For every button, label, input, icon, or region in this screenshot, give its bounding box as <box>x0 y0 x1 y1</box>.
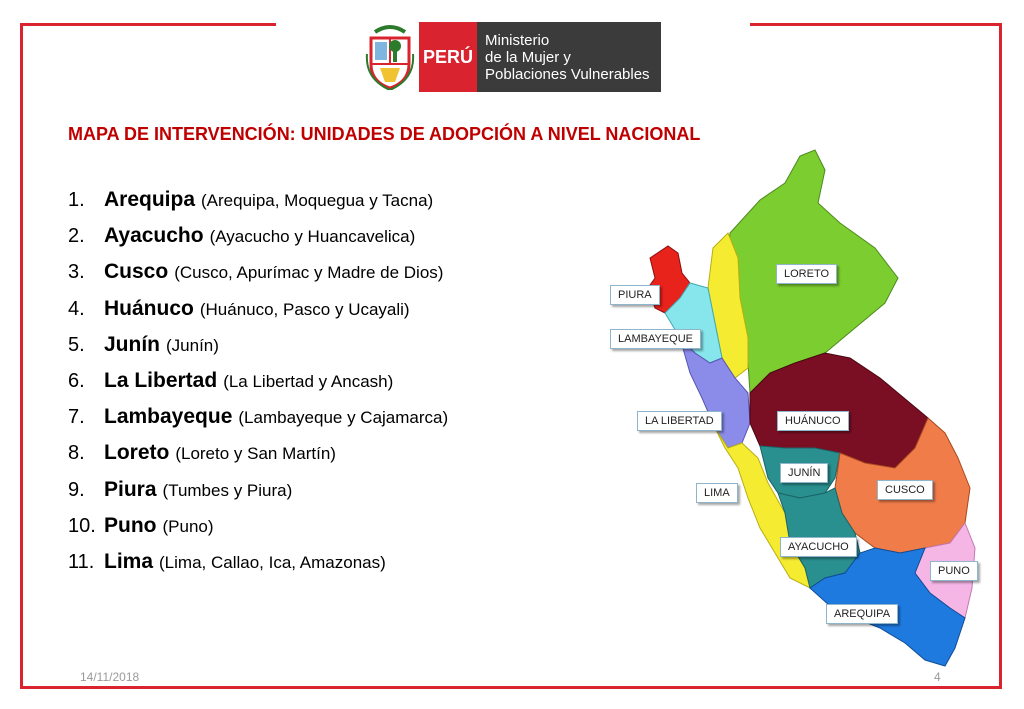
item-number: 6. <box>68 369 85 392</box>
unit-detail: (Cusco, Apurímac y Madre de Dios) <box>174 263 444 283</box>
unit-detail: (Puno) <box>162 516 214 536</box>
list-item <box>68 405 448 441</box>
map-label-ayacucho: AYACUCHO <box>780 537 857 557</box>
item-number: 4. <box>68 297 85 320</box>
unit-name: Lambayeque <box>104 405 233 429</box>
ministry-logo <box>365 22 661 92</box>
list-item <box>68 550 448 586</box>
peru-brand-text: PERÚ <box>422 46 473 67</box>
map-label-lambayeque: LAMBAYEQUE <box>610 329 701 349</box>
frame-border-top-left <box>20 23 276 26</box>
list-item <box>68 297 448 333</box>
unit-detail: (La Libertad y Ancash) <box>223 371 394 391</box>
coat-of-arms-icon <box>365 24 415 90</box>
ministry-line-2: de la Mujer y <box>485 48 571 66</box>
unit-detail: (Tumbes y Piura) <box>162 480 293 500</box>
frame-border-left <box>20 23 23 689</box>
item-number: 3. <box>68 261 85 284</box>
unit-detail: (Lima, Callao, Ica, Amazonas) <box>159 552 386 572</box>
unit-name: Ayacucho <box>104 224 204 248</box>
unit-detail: (Huánuco, Pasco y Ucayali) <box>199 299 410 319</box>
map-label-puno: PUNO <box>930 561 978 581</box>
item-number: 8. <box>68 442 85 465</box>
map-label-cusco: CUSCO <box>877 480 933 500</box>
list-item <box>68 514 448 550</box>
item-number: 11. <box>68 550 95 573</box>
unit-name: Puno <box>104 513 157 537</box>
unit-name: Huánuco <box>104 296 194 320</box>
frame-border-bottom <box>20 686 1002 689</box>
item-number: 2. <box>68 225 85 248</box>
unit-detail: (Loreto y San Martín) <box>175 444 336 464</box>
unit-detail: (Ayacucho y Huancavelica) <box>209 227 416 247</box>
footer-date: 14/11/2018 <box>80 670 140 684</box>
list-item <box>68 441 448 477</box>
unit-name: Arequipa <box>104 188 196 211</box>
list-item <box>68 333 448 369</box>
unit-detail: (Arequipa, Moquegua y Tacna) <box>201 191 434 210</box>
ministry-line-3: Poblaciones Vulnerables <box>485 65 650 83</box>
unit-name: Piura <box>104 477 157 501</box>
map-label-la-libertad: LA LIBERTAD <box>637 411 722 431</box>
list-item <box>68 224 448 260</box>
item-number: 5. <box>68 333 85 356</box>
map-label-lima: LIMA <box>696 483 738 503</box>
slide-title: MAPA DE INTERVENCIÓN: UNIDADES DE ADOPCIÓN A NIVEL NACIONAL <box>68 124 701 144</box>
unit-name: Loreto <box>104 441 170 465</box>
unit-name: Junín <box>104 332 160 356</box>
item-number: 7. <box>68 406 85 429</box>
unit-detail: (Lambayeque y Cajamarca) <box>238 408 449 428</box>
adoption-units-list <box>68 188 448 586</box>
item-number: 1. <box>68 189 85 211</box>
list-item <box>68 369 448 405</box>
map-label-arequipa: AREQUIPA <box>826 604 898 624</box>
unit-detail: (Junín) <box>166 335 219 355</box>
item-number: 9. <box>68 478 85 501</box>
map-label-piura: PIURA <box>610 285 660 305</box>
frame-border-right <box>999 23 1002 689</box>
unit-name: Cusco <box>104 260 169 284</box>
map-label-huanuco: HUÁNUCO <box>777 411 849 431</box>
map-label-loreto: LORETO <box>776 264 837 284</box>
footer-page-number: 4 <box>934 670 941 684</box>
list-item <box>68 188 448 224</box>
peru-brand-box <box>419 22 477 92</box>
unit-name: La Libertad <box>104 368 218 392</box>
item-number: 10. <box>68 514 96 537</box>
unit-name: Lima <box>104 549 154 573</box>
ministry-line-1: Ministerio <box>485 31 550 49</box>
list-item <box>68 478 448 514</box>
frame-border-top-right <box>750 23 1002 26</box>
ministry-name-box <box>477 22 661 92</box>
list-item <box>68 260 448 296</box>
map-label-junin: JUNÍN <box>780 463 828 483</box>
